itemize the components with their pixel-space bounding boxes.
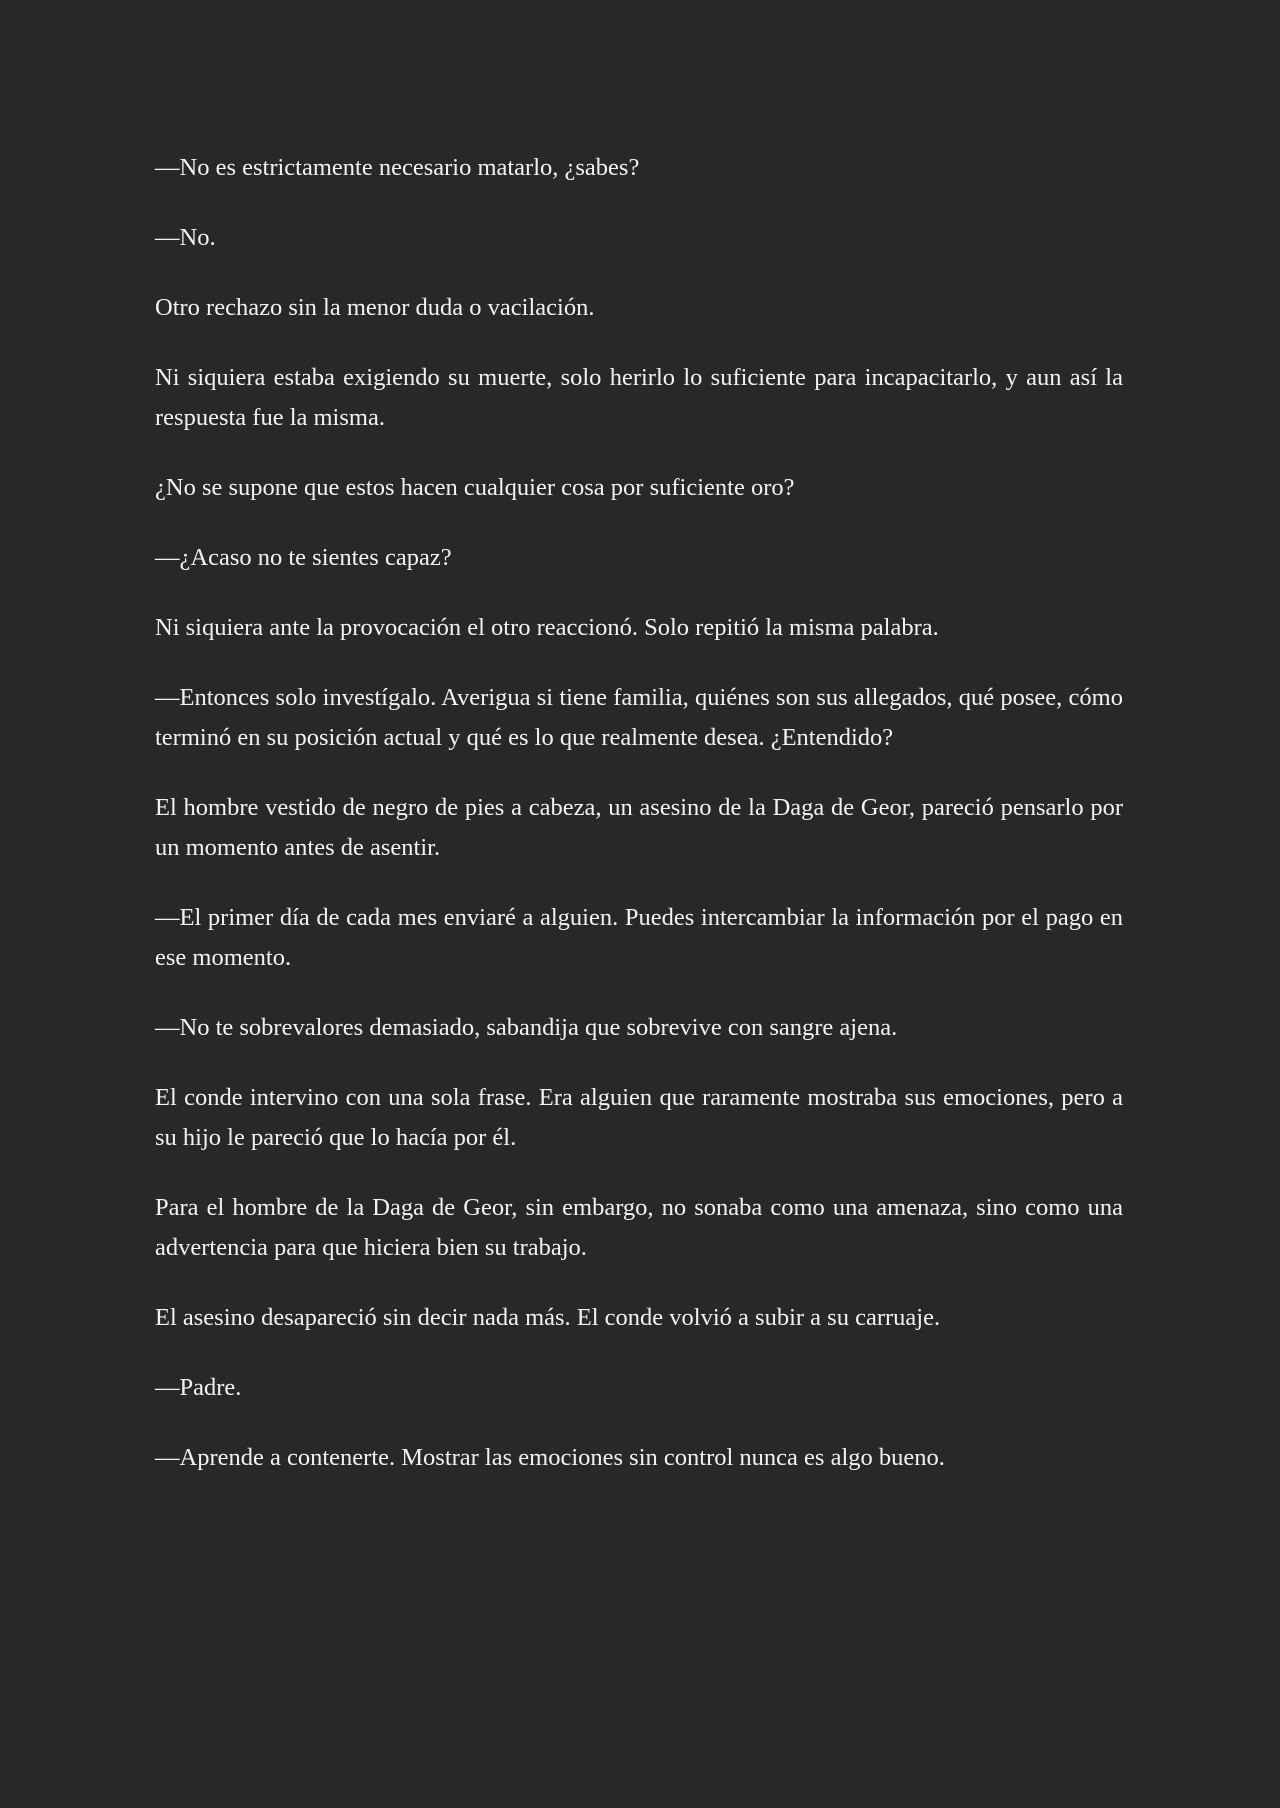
paragraph: El conde intervino con una sola frase. Era alguien que raramente mostraba sus emociones, pero a su hijo le pareció que lo hacía por él. [155,1084,1123,1151]
paragraph: Ni siquiera ante la provocación el otro reaccionó. Solo repitió la misma palabra. [155,614,939,641]
paragraph: —Entonces solo investígalo. Averigua si tiene familia, quiénes son sus allegados, qué posee, cómo terminó en su posición actual y qué es lo que realmente desea. ¿Entendido? [155,684,1123,751]
paragraph: ¿No se supone que estos hacen cualquier cosa por suficiente oro? [155,474,795,501]
paragraph: El asesino desapareció sin decir nada más. El conde volvió a subir a su carruaje. [155,1304,941,1331]
paragraph: —No. [155,224,216,251]
paragraph: Ni siquiera estaba exigiendo su muerte, solo herirlo lo suficiente para incapacitarlo, y aun así la respuesta fue la misma. [155,364,1123,431]
paragraph: —El primer día de cada mes enviaré a alguien. Puedes intercambiar la información por el pago en ese momento. [155,904,1123,971]
paragraph: —Padre. [155,1374,242,1401]
paragraph: —No es estrictamente necesario matarlo, ¿sabes? [155,154,640,181]
paragraph: Para el hombre de la Daga de Geor, sin embargo, no sonaba como una amenaza, sino como una advertencia para que hiciera bien su trabajo. [155,1194,1123,1261]
paragraph: El hombre vestido de negro de pies a cabeza, un asesino de la Daga de Geor, pareció pensarlo por un momento antes de asentir. [155,794,1123,861]
paragraph: —Aprende a contenerte. Mostrar las emociones sin control nunca es algo bueno. [155,1444,945,1471]
paragraph: —No te sobrevalores demasiado, sabandija que sobrevive con sangre ajena. [155,1014,898,1041]
paragraph: Otro rechazo sin la menor duda o vacilación. [155,294,595,321]
paragraph: —¿Acaso no te sientes capaz? [155,544,452,571]
document-body [155,148,1123,1508]
